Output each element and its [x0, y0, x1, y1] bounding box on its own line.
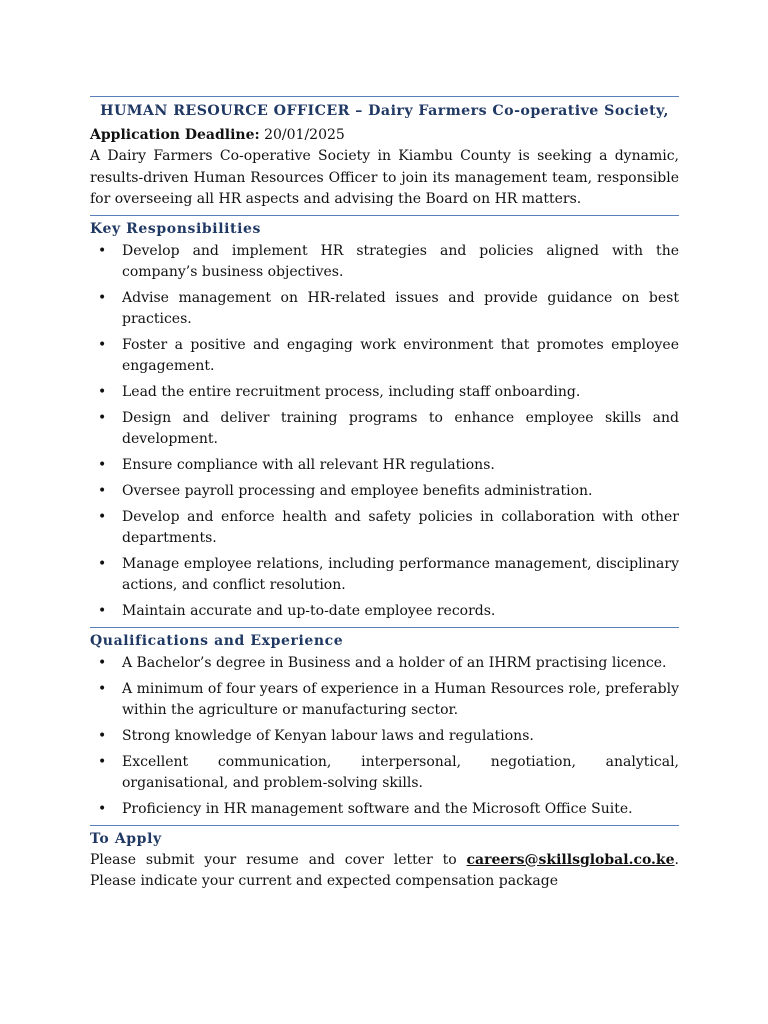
apply-heading: To Apply: [90, 830, 162, 847]
list-item: [90, 241, 679, 283]
qualifications-heading: Qualifications and Experience: [90, 632, 344, 649]
list-item: [90, 382, 679, 403]
bullet-icon: •: [98, 602, 107, 619]
job-posting: [90, 96, 679, 897]
list-item-text: Manage employee relations, including performance management, disciplinary actions, and conflict resolution.: [122, 555, 679, 593]
deadline-value: 20/01/2025: [259, 127, 345, 143]
bullet-icon: •: [98, 800, 107, 817]
divider-qualifications: [90, 627, 679, 628]
divider-responsibilities: [90, 215, 679, 216]
list-item-text: Foster a positive and engaging work environment that promotes employee engagement.: [122, 336, 679, 374]
bullet-icon: •: [98, 555, 107, 572]
list-item: [90, 799, 679, 820]
apply-paragraph: [90, 850, 679, 893]
list-item-text: Proficiency in HR management software and the Microsoft Office Suite.: [122, 800, 633, 817]
bullet-icon: •: [98, 336, 107, 353]
responsibilities-heading: Key Responsibilities: [90, 220, 262, 237]
bullet-icon: •: [98, 654, 107, 671]
bullet-icon: •: [98, 680, 107, 697]
apply-text-before: Please submit your resume and cover letter to: [90, 851, 467, 868]
bullet-icon: •: [98, 753, 107, 770]
list-item: [90, 408, 679, 450]
list-item-text: Lead the entire recruitment process, including staff onboarding.: [122, 383, 581, 400]
bullet-icon: •: [98, 508, 107, 525]
intro-paragraph: A Dairy Farmers Co-operative Society in Kiambu County is seeking a dynamic, results-driven Human Resources Officer to join its management team, responsible for overseeing all HR aspects and advising the Board on HR matters.: [90, 148, 679, 207]
list-item-text: Oversee payroll processing and employee benefits administration.: [122, 482, 593, 499]
list-item-text: Strong knowledge of Kenyan labour laws and regulations.: [122, 727, 534, 744]
bullet-icon: •: [98, 383, 107, 400]
list-item: [90, 653, 679, 674]
top-divider: [90, 96, 679, 97]
bullet-icon: •: [98, 242, 107, 259]
deadline-label: Application Deadline:: [90, 127, 260, 143]
list-item: [90, 752, 679, 794]
list-item: [90, 455, 679, 476]
qualifications-list: [90, 653, 679, 820]
job-title: HUMAN RESOURCE OFFICER – Dairy Farmers Co-operative Society,: [100, 103, 669, 119]
list-item-text: Develop and enforce health and safety policies in collaboration with other departments.: [122, 508, 679, 546]
bullet-icon: •: [98, 456, 107, 473]
list-item-text: A minimum of four years of experience in a Human Resources role, preferably within the agriculture or manufacturing sector.: [122, 680, 679, 718]
bullet-icon: •: [98, 409, 107, 426]
list-item: [90, 726, 679, 747]
list-item: [90, 481, 679, 502]
divider-apply: [90, 825, 679, 826]
list-item-text: Advise management on HR-related issues and provide guidance on best practices.: [122, 289, 679, 327]
list-item-text: A Bachelor’s degree in Business and a holder of an IHRM practising licence.: [122, 654, 667, 671]
list-item-text: Excellent communication, interpersonal, negotiation, analytical, organisational, and problem-solving skills.: [122, 753, 679, 791]
list-item: [90, 601, 679, 622]
list-item: [90, 554, 679, 596]
list-item-text: Design and deliver training programs to enhance employee skills and development.: [122, 409, 679, 447]
application-deadline: [90, 125, 679, 146]
list-item: [90, 335, 679, 377]
list-item: [90, 507, 679, 549]
responsibilities-list: [90, 241, 679, 622]
list-item-text: Develop and implement HR strategies and policies aligned with the company’s business objectives.: [122, 242, 679, 280]
list-item: [90, 288, 679, 330]
list-item-text: Maintain accurate and up-to-date employee records.: [122, 602, 496, 619]
bullet-icon: •: [98, 482, 107, 499]
bullet-icon: •: [98, 727, 107, 744]
list-item: [90, 679, 679, 721]
apply-text-after: . Please indicate your current and expected compensation package: [90, 851, 679, 889]
bullet-icon: •: [98, 289, 107, 306]
list-item-text: Ensure compliance with all relevant HR regulations.: [122, 456, 495, 473]
email-link[interactable]: careers@skillsglobal.co.ke: [466, 851, 675, 868]
